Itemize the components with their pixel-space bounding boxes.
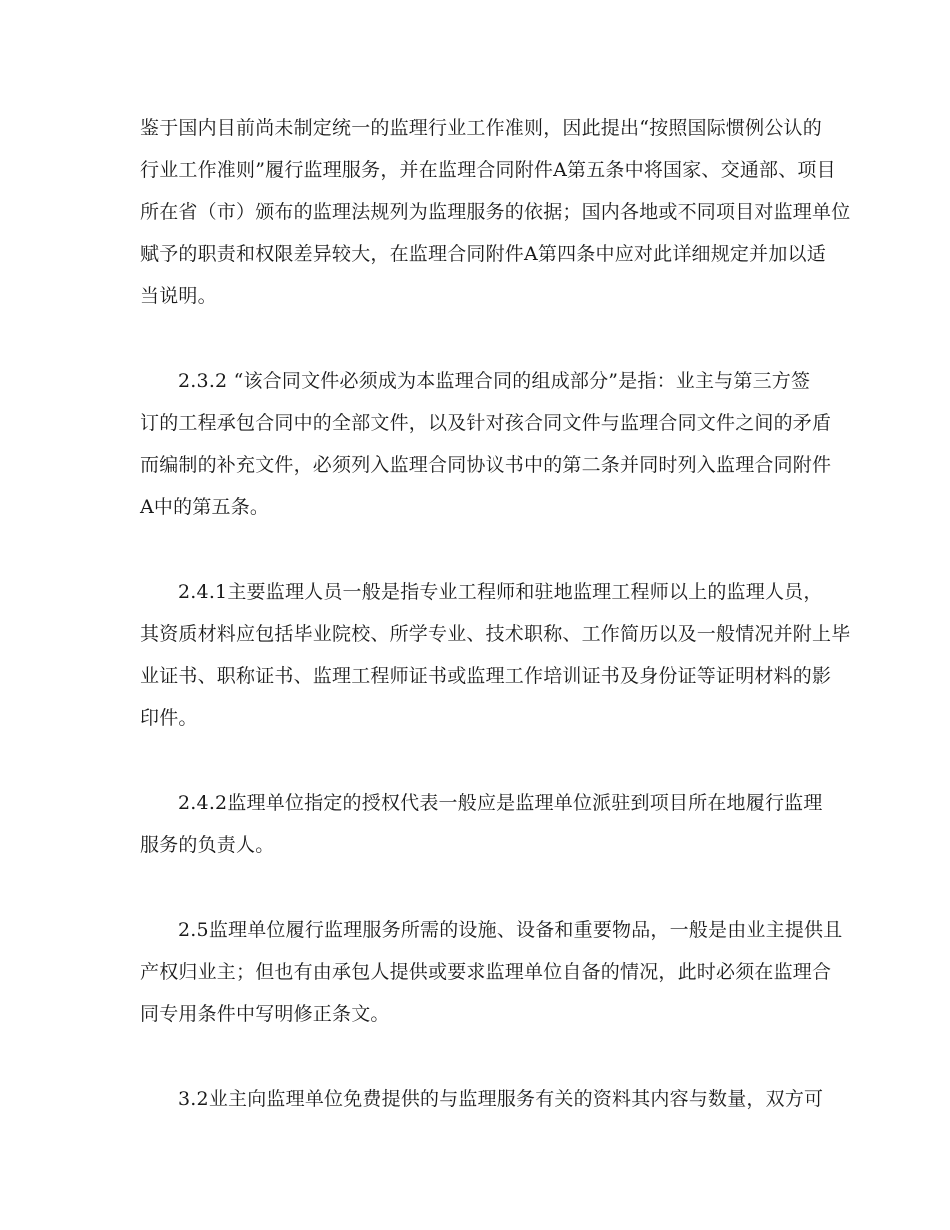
- paragraph-2-3-2-line-2: 订的工程承包合同中的全部文件，以及针对孩合同文件与监理合同文件之间的矛盾: [140, 412, 832, 434]
- paragraph-2-4-1-line-2: 其资质材料应包括毕业院校、所学专业、技术职称、工作简历以及一般情况并附上毕: [140, 623, 851, 645]
- paragraph-1-line-5: 当说明。: [140, 285, 217, 307]
- paragraph-1-line-2: 行业工作准则”履行监理服务，并在监理合同附件A第五条中将国家、交通部、项目: [140, 159, 836, 181]
- paragraph-2-4-2-line-2: 服务的负责人。: [140, 834, 275, 856]
- paragraph-2-5-line-3: 同专用条件中写明修正条文。: [140, 1003, 390, 1025]
- paragraph-1-line-4: 赋予的职责和权限差异较大，在监理合同附件A第四条中应对此详细规定并加以适: [140, 243, 826, 265]
- paragraph-2-5-line-1: 2.5监理单位履行监理服务所需的设施、设备和重要物品，一般是由业主提供且: [178, 919, 843, 941]
- paragraph-1-line-1: 鉴于国内目前尚未制定统一的监理行业工作准则，因此提出“按照国际惯例公认的: [140, 117, 822, 139]
- paragraph-2-3-2-line-3: 而编制的补充文件，必须列入监理合同协议书中的第二条并同时列入监理合同附件: [140, 454, 832, 476]
- paragraph-2-3-2-line-4: A中的第五条。: [140, 496, 270, 518]
- paragraph-1-line-3: 所在省（市）颁布的监理法规列为监理服务的依据；国内各地或不同项目对监理单位: [140, 201, 851, 223]
- paragraph-2-4-1-line-3: 业证书、职称证书、监理工程师证书或监理工作培训证书及身份证等证明材料的影: [140, 665, 832, 687]
- paragraph-2-4-1-line-4: 印件。: [140, 707, 198, 729]
- paragraph-3-2-line-1: 3.2业主向监理单位免费提供的与监理服务有关的资料其内容与数量，双方可: [178, 1088, 824, 1110]
- paragraph-2-3-2-line-1: 2.3.2 “该合同文件必须成为本监理合同的组成部分”是指：业主与第三方签: [178, 370, 811, 392]
- paragraph-2-4-2-line-1: 2.4.2监理单位指定的授权代表一般应是监理单位派驻到项目所在地履行监理: [178, 792, 823, 814]
- paragraph-2-4-1-line-1: 2.4.1主要监理人员一般是指专业工程师和驻地监理工程师以上的监理人员，: [178, 581, 823, 603]
- paragraph-2-5-line-2: 产权归业主；但也有由承包人提供或要求监理单位自备的情况，此时必须在监理合: [140, 961, 832, 983]
